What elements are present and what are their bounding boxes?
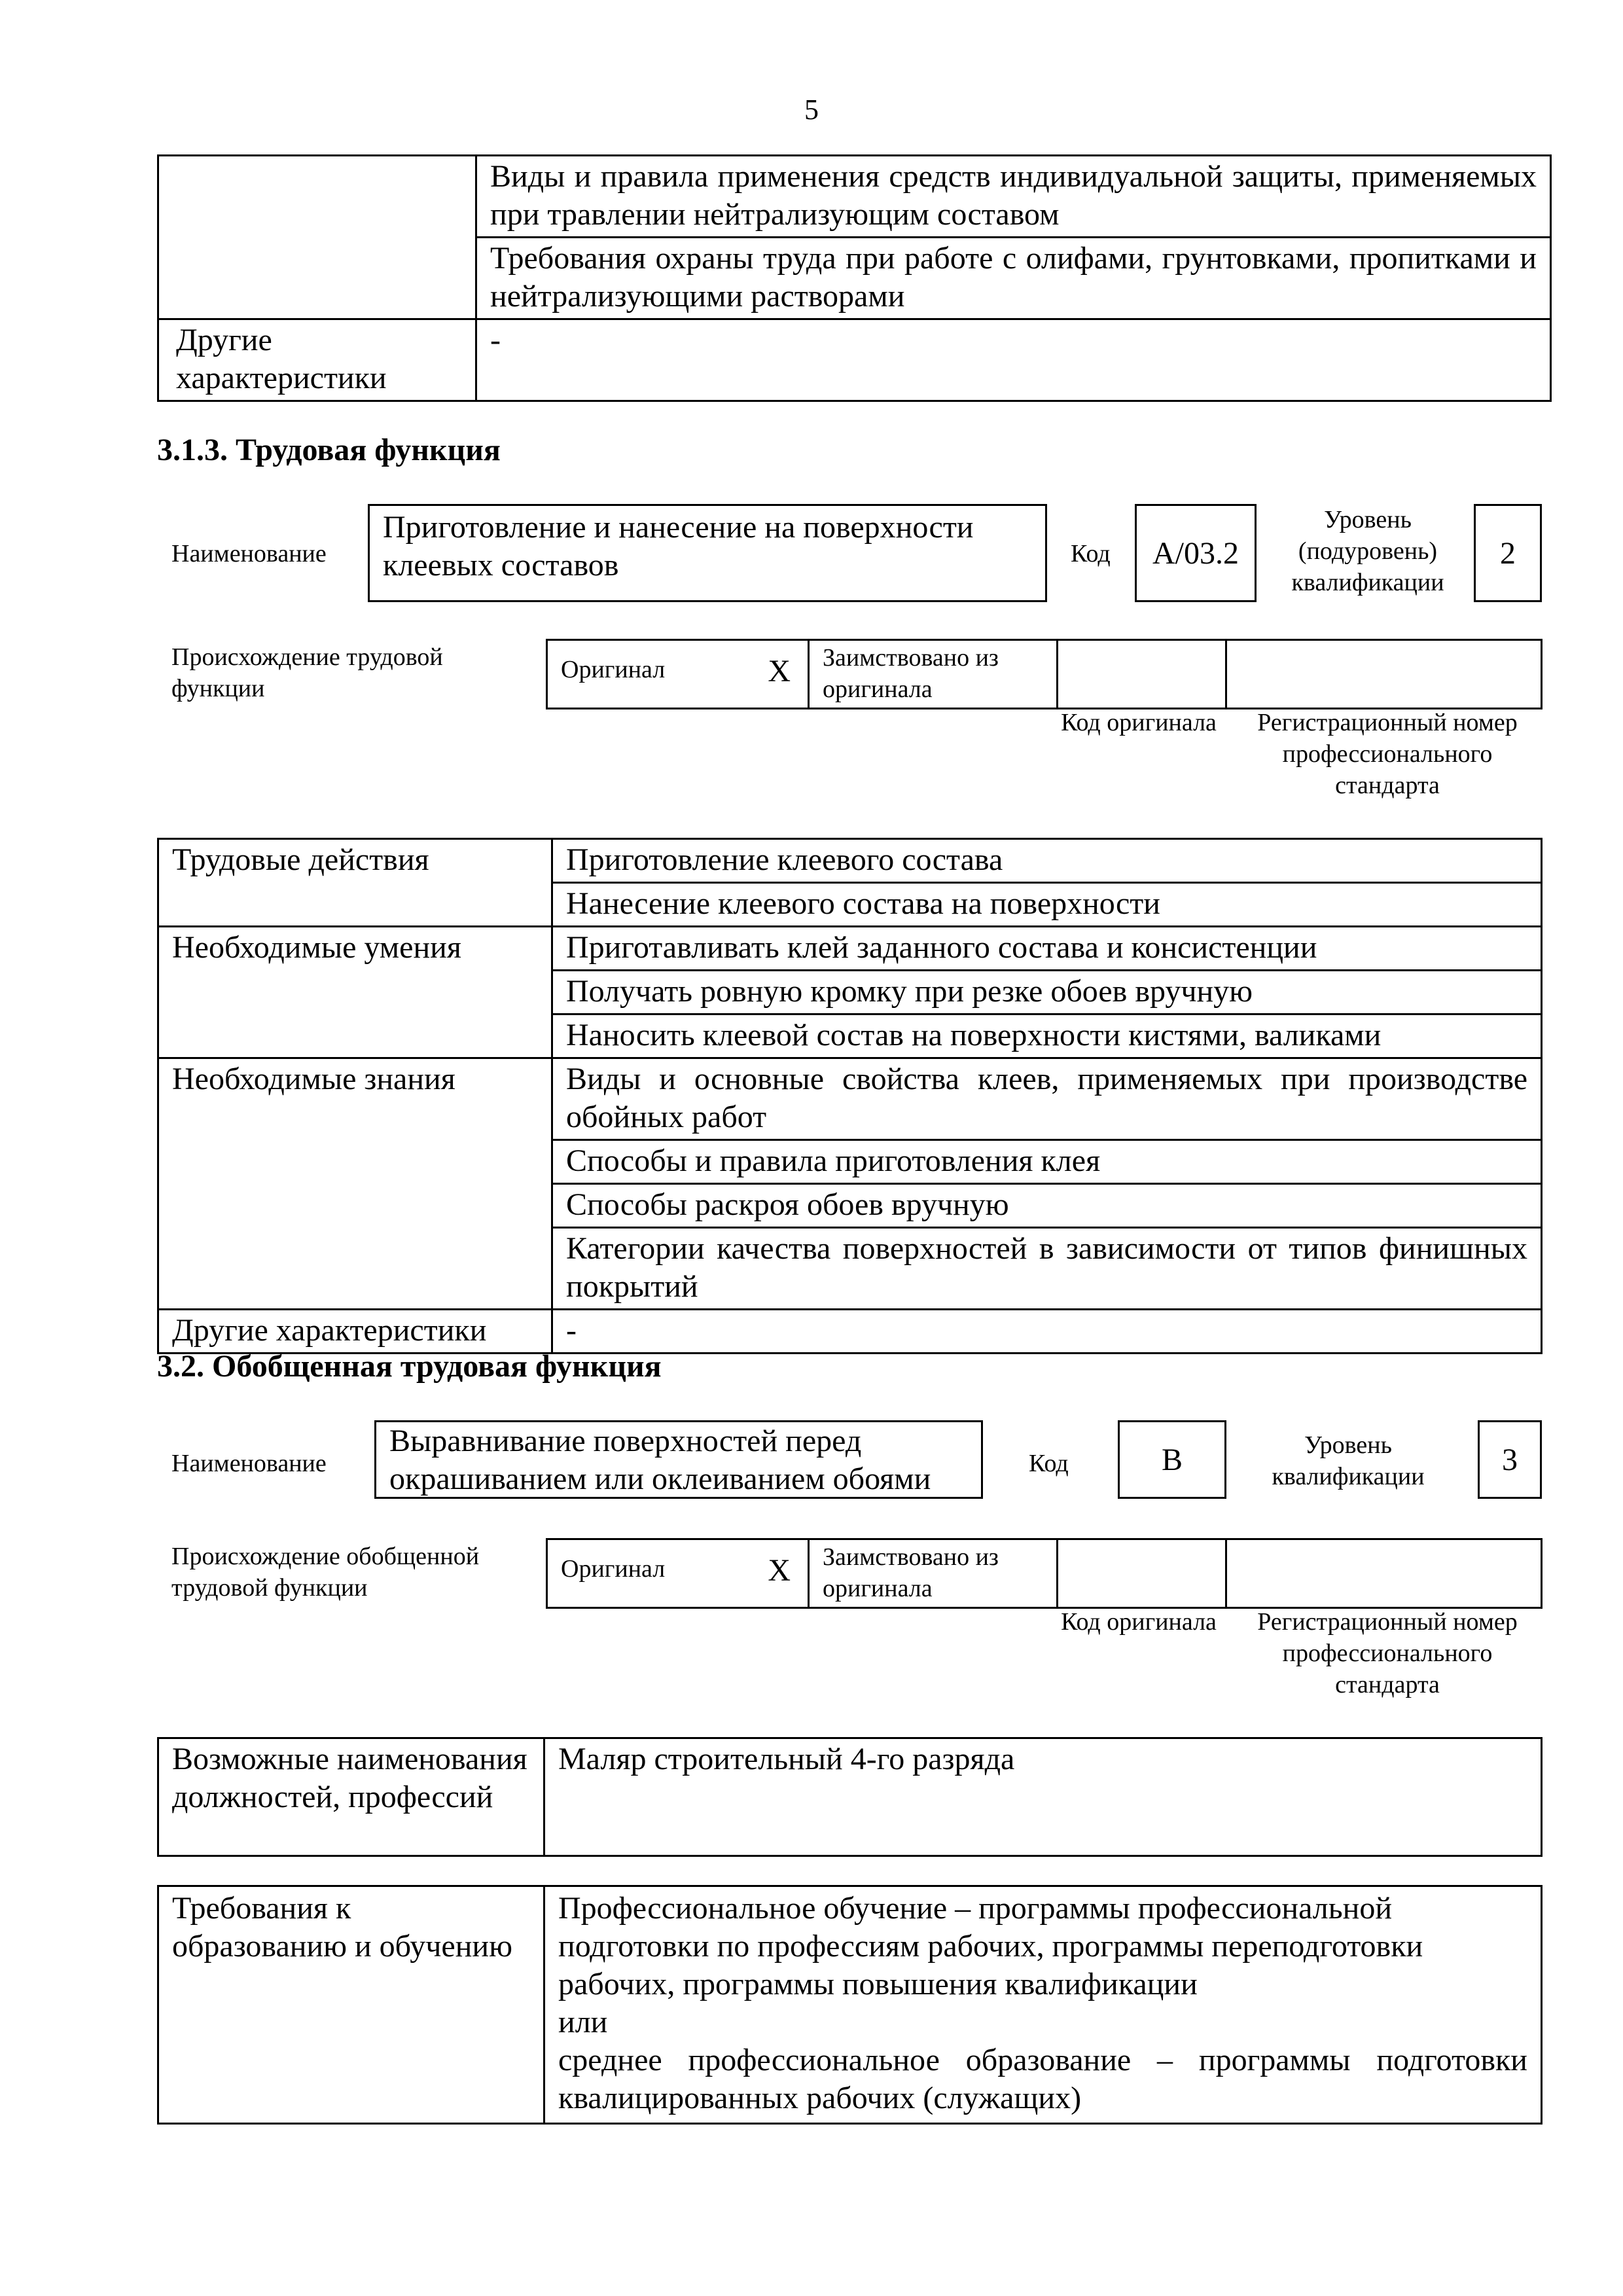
reg-number-caption: Регистрационный номер профессионального стандарта	[1257, 1608, 1518, 1698]
group-label: Трудовые действия	[158, 839, 552, 927]
function-name-field: Приготовление и нанесение на поверхности клеевых составов	[368, 504, 1047, 602]
code-value: B	[1118, 1420, 1226, 1499]
table-row	[158, 1886, 1542, 2124]
table-row-label: Другие характеристики	[158, 319, 476, 401]
table-row	[158, 1310, 1542, 1354]
positions-table	[157, 1737, 1543, 1857]
table-cell: Способы и правила приготовления клея	[552, 1140, 1542, 1184]
table-row	[158, 927, 1542, 971]
original-label: Оригинал	[561, 1554, 666, 1583]
table-row	[158, 156, 1551, 238]
borrowed-cell: Заимствовано из оригинала	[809, 1539, 1058, 1608]
group-label: Необходимые умения	[158, 927, 552, 1058]
table-cell: Требования охраны труда при работе с олифами, грунтовками, пропитками и нейтрализующими растворами	[476, 238, 1551, 319]
origin-table	[546, 639, 1543, 709]
page-number: 5	[804, 94, 819, 126]
table-cell-empty	[158, 156, 476, 319]
group-label: Необходимые знания	[158, 1058, 552, 1310]
group-label: Другие характеристики	[158, 1310, 552, 1354]
education-line: Профессиональное обучение – программы профессиональной	[558, 1891, 1393, 1926]
table-cell: Виды и основные свойства клеев, применяемых при производстве обойных работ	[552, 1058, 1542, 1140]
table-cell: Виды и правила применения средств индивидуальной защиты, применяемых при травлении нейтрализующим составом	[476, 156, 1551, 238]
level-label: Уровень (подуровень) квалификации	[1291, 506, 1444, 596]
table-cell: Категории качества поверхностей в зависимости от типов финишных покрытий	[552, 1228, 1542, 1310]
original-label: Оригинал	[561, 655, 666, 683]
table-cell: Получать ровную кромку при резке обоев вручную	[552, 971, 1542, 1014]
education-line: рабочих, программы повышения квалификации	[558, 1967, 1198, 2001]
code-label: Код	[1071, 540, 1111, 567]
level-value: 2	[1474, 504, 1542, 602]
original-mark: X	[768, 1553, 791, 1588]
origin-label: Происхождение обобщенной трудовой функции	[171, 1543, 480, 1602]
function-name-field: Выравнивание поверхностей перед окрашиванием или оклеиванием обоями	[374, 1420, 983, 1499]
positions-value: Маляр строительный 4-го разряда	[544, 1738, 1542, 1856]
original-mark: X	[768, 654, 791, 689]
code-label: Код	[1029, 1450, 1069, 1477]
table-cell: Приготавливать клей заданного состава и консистенции	[552, 927, 1542, 971]
table-row	[547, 640, 1542, 709]
section-heading-313: 3.1.3. Трудовая функция	[157, 433, 501, 467]
table-cell: Нанесение клеевого состава на поверхности	[552, 883, 1542, 927]
reg-number-cell	[1226, 1539, 1542, 1608]
code-value: A/03.2	[1135, 504, 1257, 602]
education-line: квалицированных рабочих (служащих)	[558, 2081, 1082, 2115]
code-original-caption: Код оригинала	[1061, 709, 1217, 736]
education-line: среднее профессиональное образование – программы подготовки	[558, 2043, 1527, 2077]
education-value	[544, 1886, 1542, 2124]
top-table	[157, 154, 1552, 402]
code-original-caption: Код оригинала	[1061, 1608, 1217, 1636]
origin-label: Происхождение трудовой функции	[171, 643, 443, 702]
table-row	[547, 1539, 1542, 1608]
name-label: Наименование	[171, 540, 327, 567]
education-table	[157, 1885, 1543, 2125]
table-row	[158, 1058, 1542, 1140]
table-cell: Наносить клеевой состав на поверхности кистями, валиками	[552, 1014, 1542, 1058]
positions-label: Возможные наименования должностей, профессий	[158, 1738, 544, 1856]
table-cell: -	[552, 1310, 1542, 1354]
education-line: или	[558, 2005, 608, 2039]
table-row	[158, 839, 1542, 883]
level-value: 3	[1478, 1420, 1542, 1499]
name-label: Наименование	[171, 1450, 327, 1477]
origin-table	[546, 1538, 1543, 1609]
code-original-cell	[1058, 1539, 1226, 1608]
education-line: подготовки по профессиям рабочих, программы переподготовки	[558, 1929, 1423, 1964]
table-row	[158, 1738, 1542, 1856]
code-original-cell	[1058, 640, 1226, 709]
table-cell: Приготовление клеевого состава	[552, 839, 1542, 883]
table-row	[158, 319, 1551, 401]
original-cell	[547, 1539, 809, 1608]
reg-number-cell	[1226, 640, 1542, 709]
borrowed-cell: Заимствовано из оригинала	[809, 640, 1058, 709]
level-label: Уровень квалификации	[1272, 1431, 1425, 1490]
table-cell: -	[476, 319, 1551, 401]
section-heading-32: 3.2. Обобщенная трудовая функция	[157, 1349, 662, 1384]
function-table	[157, 838, 1543, 1354]
table-cell: Способы раскроя обоев вручную	[552, 1184, 1542, 1228]
original-cell	[547, 640, 809, 709]
reg-number-caption: Регистрационный номер профессионального стандарта	[1257, 709, 1518, 799]
education-label: Требования к образованию и обучению	[158, 1886, 544, 2124]
